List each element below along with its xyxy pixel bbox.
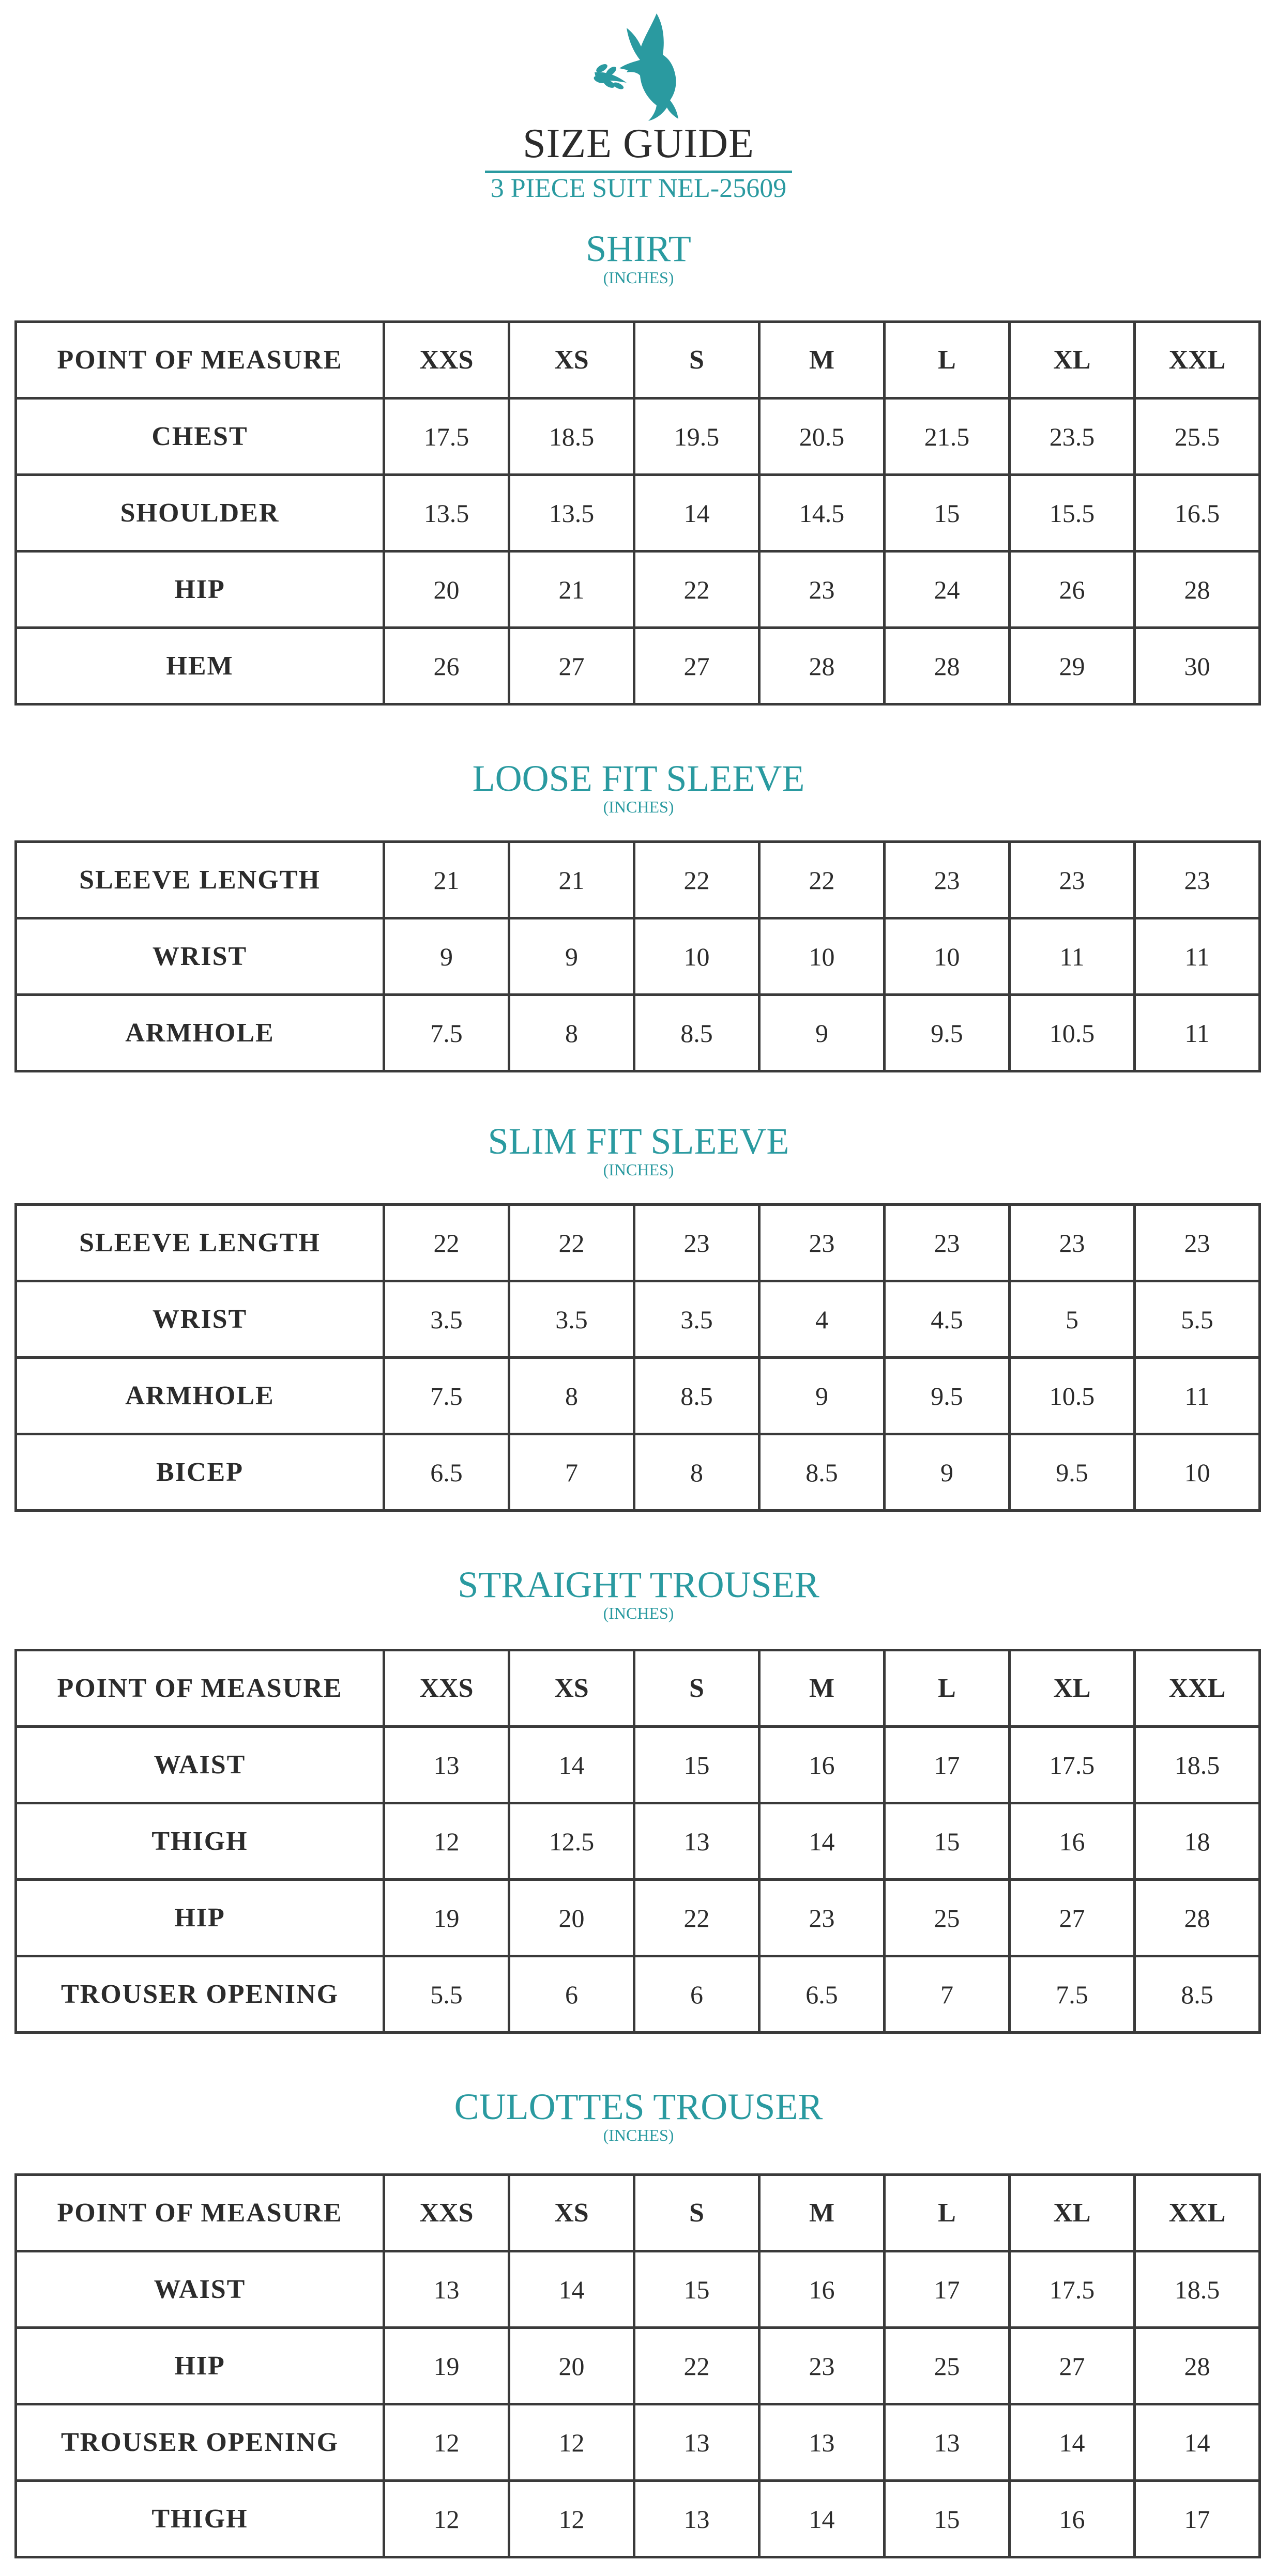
section-unit-shirt: (INCHES) (603, 268, 674, 287)
measure-label: THIGH (16, 2481, 384, 2557)
measurement-cell: 23 (885, 842, 1010, 918)
measurement-cell: 14 (759, 1803, 885, 1880)
measurement-cell: 18.5 (509, 398, 634, 475)
measurement-cell: 20.5 (759, 398, 885, 475)
measurement-cell: 28 (1135, 1880, 1260, 1956)
column-header-size: XL (1010, 322, 1135, 398)
measurement-cell: 20 (509, 2328, 634, 2404)
section-title-slim-fit-sleeve: SLIM FIT SLEEVE (488, 1121, 789, 1162)
table-row (16, 1358, 1260, 1434)
measurement-cell: 20 (384, 551, 509, 628)
measurement-cell: 19.5 (634, 398, 759, 475)
section-unit-culottes-trouser: (INCHES) (603, 2126, 674, 2144)
table-loose-fit-sleeve (14, 840, 1261, 1072)
table-row (16, 1281, 1260, 1358)
measurement-cell: 27 (509, 628, 634, 704)
measurement-cell: 6 (509, 1956, 634, 2033)
measurement-cell: 6 (634, 1956, 759, 2033)
table-row (16, 1956, 1260, 2033)
measurement-cell: 16 (759, 2251, 885, 2328)
measurement-cell: 22 (634, 842, 759, 918)
measurement-cell: 7.5 (384, 1358, 509, 1434)
table-slim-fit-sleeve (14, 1203, 1261, 1512)
column-header-size: XL (1010, 1650, 1135, 1727)
measure-label: HEM (16, 628, 384, 704)
measurement-cell: 11 (1135, 995, 1260, 1071)
measurement-cell: 17 (885, 2251, 1010, 2328)
measurement-cell: 12 (509, 2481, 634, 2557)
table-row (16, 1880, 1260, 1956)
measurement-cell: 28 (759, 628, 885, 704)
measurement-cell: 9 (885, 1434, 1010, 1511)
measurement-cell: 15 (634, 1727, 759, 1803)
column-header-size: XS (509, 2175, 634, 2251)
measurement-cell: 13 (634, 2404, 759, 2481)
measurement-cell: 14 (1010, 2404, 1135, 2481)
measurement-cell: 17.5 (384, 398, 509, 475)
measurement-cell: 9.5 (885, 1358, 1010, 1434)
measurement-cell: 28 (885, 628, 1010, 704)
column-header-size: M (759, 322, 885, 398)
measurement-cell: 23 (759, 1880, 885, 1956)
measurement-cell: 23 (1135, 842, 1260, 918)
measurement-cell: 19 (384, 1880, 509, 1956)
measurement-cell: 13 (885, 2404, 1010, 2481)
measurement-cell: 18 (1135, 1803, 1260, 1880)
measurement-cell: 14 (634, 475, 759, 551)
measurement-cell: 21 (509, 551, 634, 628)
measurement-cell: 8.5 (759, 1434, 885, 1511)
measurement-cell: 22 (384, 1205, 509, 1281)
measurement-cell: 23 (759, 1205, 885, 1281)
measurement-cell: 16 (1010, 2481, 1135, 2557)
measurement-cell: 15 (885, 475, 1010, 551)
column-header-size: XXL (1135, 2175, 1260, 2251)
measurement-cell: 13 (634, 1803, 759, 1880)
measurement-cell: 7 (509, 1434, 634, 1511)
table-row (16, 2481, 1260, 2557)
measurement-cell: 24 (885, 551, 1010, 628)
measurement-cell: 16 (759, 1727, 885, 1803)
table-row (16, 475, 1260, 551)
table-row (16, 398, 1260, 475)
measurement-cell: 21.5 (885, 398, 1010, 475)
column-header-measure: POINT OF MEASURE (16, 2175, 384, 2251)
table-row (16, 842, 1260, 918)
measurement-cell: 17 (885, 1727, 1010, 1803)
measurement-cell: 23 (1010, 1205, 1135, 1281)
measurement-cell: 12 (384, 2404, 509, 2481)
measure-label: SLEEVE LENGTH (16, 1205, 384, 1281)
measurement-cell: 8.5 (1135, 1956, 1260, 2033)
measurement-cell: 15 (885, 2481, 1010, 2557)
measurement-cell: 16 (1010, 1803, 1135, 1880)
measurement-cell: 14 (1135, 2404, 1260, 2481)
measurement-cell: 10.5 (1010, 995, 1135, 1071)
measurement-cell: 22 (759, 842, 885, 918)
measurement-cell: 8.5 (634, 995, 759, 1071)
measurement-cell: 27 (634, 628, 759, 704)
column-header-size: L (885, 1650, 1010, 1727)
column-header-size: S (634, 322, 759, 398)
measure-label: SHOULDER (16, 475, 384, 551)
measurement-cell: 6.5 (759, 1956, 885, 2033)
measurement-cell: 20 (509, 1880, 634, 1956)
measurement-cell: 13 (634, 2481, 759, 2557)
measure-label: WAIST (16, 2251, 384, 2328)
dove-logo-icon (579, 10, 703, 129)
measure-label: HIP (16, 1880, 384, 1956)
measurement-cell: 25 (885, 2328, 1010, 2404)
section-title-straight-trouser: STRAIGHT TROUSER (458, 1564, 819, 1605)
measurement-cell: 5.5 (384, 1956, 509, 2033)
measurement-cell: 23.5 (1010, 398, 1135, 475)
measurement-cell: 14.5 (759, 475, 885, 551)
measurement-cell: 26 (1010, 551, 1135, 628)
column-header-size: S (634, 1650, 759, 1727)
measure-label: WRIST (16, 1281, 384, 1358)
measure-label: ARMHOLE (16, 1358, 384, 1434)
measurement-cell: 23 (885, 1205, 1010, 1281)
measurement-cell: 18.5 (1135, 1727, 1260, 1803)
measurement-cell: 12.5 (509, 1803, 634, 1880)
table-row (16, 2175, 1260, 2251)
measurement-cell: 21 (509, 842, 634, 918)
measurement-cell: 28 (1135, 551, 1260, 628)
measure-label: THIGH (16, 1803, 384, 1880)
table-row (16, 628, 1260, 704)
table-row (16, 2328, 1260, 2404)
column-header-size: XXS (384, 322, 509, 398)
measurement-cell: 27 (1010, 1880, 1135, 1956)
measurement-cell: 4 (759, 1281, 885, 1358)
measurement-cell: 14 (509, 2251, 634, 2328)
column-header-size: M (759, 1650, 885, 1727)
measurement-cell: 17.5 (1010, 2251, 1135, 2328)
measurement-cell: 18.5 (1135, 2251, 1260, 2328)
column-header-size: XXS (384, 2175, 509, 2251)
measurement-cell: 11 (1010, 918, 1135, 995)
column-header-size: XS (509, 1650, 634, 1727)
measurement-cell: 12 (509, 2404, 634, 2481)
measurement-cell: 10 (759, 918, 885, 995)
measurement-cell: 5 (1010, 1281, 1135, 1358)
table-culottes-trouser (14, 2173, 1261, 2558)
column-header-size: XXS (384, 1650, 509, 1727)
measurement-cell: 7 (885, 1956, 1010, 2033)
column-header-size: L (885, 2175, 1010, 2251)
section-title-loose-fit-sleeve: LOOSE FIT SLEEVE (472, 758, 805, 799)
measurement-cell: 9.5 (1010, 1434, 1135, 1511)
measurement-cell: 10.5 (1010, 1358, 1135, 1434)
measure-label: HIP (16, 2328, 384, 2404)
column-header-size: XL (1010, 2175, 1135, 2251)
measurement-cell: 4.5 (885, 1281, 1010, 1358)
section-title-shirt: SHIRT (586, 228, 691, 269)
table-row (16, 551, 1260, 628)
measurement-cell: 15.5 (1010, 475, 1135, 551)
table-row (16, 1650, 1260, 1727)
column-header-measure: POINT OF MEASURE (16, 322, 384, 398)
measurement-cell: 13.5 (384, 475, 509, 551)
measurement-cell: 11 (1135, 1358, 1260, 1434)
measurement-cell: 13.5 (509, 475, 634, 551)
section-unit-slim-fit-sleeve: (INCHES) (603, 1160, 674, 1179)
measure-label: BICEP (16, 1434, 384, 1511)
measurement-cell: 11 (1135, 918, 1260, 995)
measurement-cell: 17.5 (1010, 1727, 1135, 1803)
measurement-cell: 7.5 (1010, 1956, 1135, 2033)
measurement-cell: 22 (634, 2328, 759, 2404)
measure-label: CHEST (16, 398, 384, 475)
column-header-size: S (634, 2175, 759, 2251)
measurement-cell: 21 (384, 842, 509, 918)
measurement-cell: 23 (759, 2328, 885, 2404)
table-row (16, 1803, 1260, 1880)
measurement-cell: 12 (384, 1803, 509, 1880)
measurement-cell: 6.5 (384, 1434, 509, 1511)
column-header-size: XS (509, 322, 634, 398)
section-title-culottes-trouser: CULOTTES TROUSER (454, 2086, 823, 2127)
measure-label: WRIST (16, 918, 384, 995)
table-row (16, 2251, 1260, 2328)
measurement-cell: 9 (759, 995, 885, 1071)
measurement-cell: 8 (509, 1358, 634, 1434)
measurement-cell: 14 (509, 1727, 634, 1803)
measurement-cell: 22 (509, 1205, 634, 1281)
measurement-cell: 23 (759, 551, 885, 628)
measure-label: HIP (16, 551, 384, 628)
table-row (16, 1205, 1260, 1281)
measure-label: WAIST (16, 1727, 384, 1803)
measurement-cell: 19 (384, 2328, 509, 2404)
measurement-cell: 29 (1010, 628, 1135, 704)
measurement-cell: 3.5 (634, 1281, 759, 1358)
measurement-cell: 27 (1010, 2328, 1135, 2404)
table-row (16, 995, 1260, 1071)
measure-label: TROUSER OPENING (16, 2404, 384, 2481)
table-row (16, 1727, 1260, 1803)
column-header-size: XXL (1135, 322, 1260, 398)
measurement-cell: 9 (384, 918, 509, 995)
measurement-cell: 22 (634, 1880, 759, 1956)
measurement-cell: 13 (384, 2251, 509, 2328)
measurement-cell: 8 (634, 1434, 759, 1511)
measurement-cell: 9.5 (885, 995, 1010, 1071)
measurement-cell: 16.5 (1135, 475, 1260, 551)
measurement-cell: 3.5 (509, 1281, 634, 1358)
measurement-cell: 28 (1135, 2328, 1260, 2404)
page-title: SIZE GUIDE (523, 121, 754, 166)
measurement-cell: 25 (885, 1880, 1010, 1956)
measure-label: TROUSER OPENING (16, 1956, 384, 2033)
measurement-cell: 10 (1135, 1434, 1260, 1511)
measure-label: ARMHOLE (16, 995, 384, 1071)
measurement-cell: 15 (634, 2251, 759, 2328)
measurement-cell: 7.5 (384, 995, 509, 1071)
measurement-cell: 23 (1010, 842, 1135, 918)
measurement-cell: 10 (885, 918, 1010, 995)
measurement-cell: 23 (634, 1205, 759, 1281)
measurement-cell: 13 (384, 1727, 509, 1803)
column-header-size: XXL (1135, 1650, 1260, 1727)
measurement-cell: 3.5 (384, 1281, 509, 1358)
measurement-cell: 8 (509, 995, 634, 1071)
measurement-cell: 15 (885, 1803, 1010, 1880)
measurement-cell: 22 (634, 551, 759, 628)
table-row (16, 918, 1260, 995)
measurement-cell: 12 (384, 2481, 509, 2557)
table-shirt (14, 320, 1261, 706)
section-unit-straight-trouser: (INCHES) (603, 1604, 674, 1622)
table-row (16, 2404, 1260, 2481)
page-subtitle: 3 PIECE SUIT NEL-25609 (490, 174, 787, 203)
table-row (16, 322, 1260, 398)
measurement-cell: 10 (634, 918, 759, 995)
measurement-cell: 9 (759, 1358, 885, 1434)
measurement-cell: 30 (1135, 628, 1260, 704)
measurement-cell: 17 (1135, 2481, 1260, 2557)
measurement-cell: 14 (759, 2481, 885, 2557)
table-row (16, 1434, 1260, 1511)
measurement-cell: 26 (384, 628, 509, 704)
measurement-cell: 9 (509, 918, 634, 995)
measurement-cell: 5.5 (1135, 1281, 1260, 1358)
column-header-measure: POINT OF MEASURE (16, 1650, 384, 1727)
measure-label: SLEEVE LENGTH (16, 842, 384, 918)
column-header-size: L (885, 322, 1010, 398)
measurement-cell: 8.5 (634, 1358, 759, 1434)
section-unit-loose-fit-sleeve: (INCHES) (603, 798, 674, 816)
column-header-size: M (759, 2175, 885, 2251)
measurement-cell: 23 (1135, 1205, 1260, 1281)
measurement-cell: 13 (759, 2404, 885, 2481)
table-straight-trouser (14, 1649, 1261, 2034)
measurement-cell: 25.5 (1135, 398, 1260, 475)
